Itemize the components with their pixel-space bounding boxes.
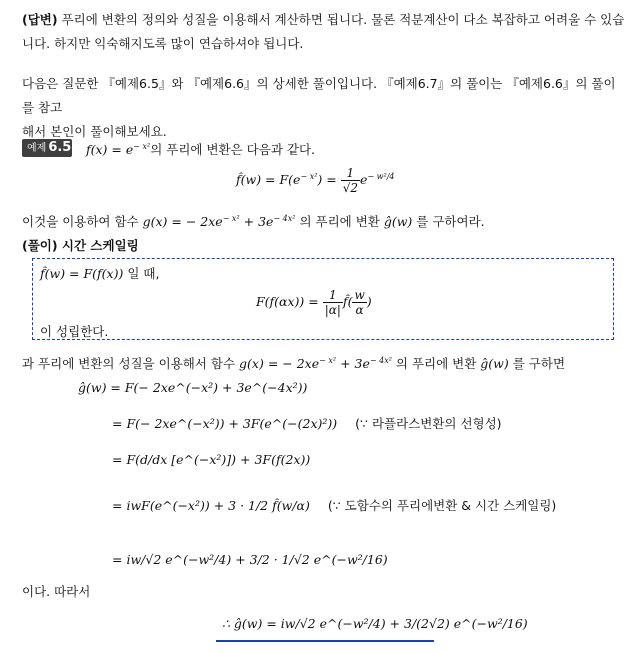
conclusion-text: 이다. 따라서 [22,584,91,599]
derivation-intro-ghat: ĝ(w) [480,356,509,371]
derivation-step4-note: (∵ 도함수의 푸리에변환 & 시간 스케일링) [327,498,557,513]
statement-math: f(x) = e [86,142,134,157]
given-e: e [360,172,368,187]
derivation-step4: = iwF(e^(−x²)) + 3 · 1/2 f̂(w/α) [112,498,310,513]
task-text2: 의 푸리에 변환 [295,214,384,229]
derivation-step3: = F(d/dx [e^(−x²)]) + 3F(f(2x)) [112,452,311,467]
task-text1: 이것을 이용하여 함수 [22,214,143,229]
derivation-step4-row [112,496,556,514]
given-lhs: f̂(w) = F(e [236,172,301,187]
formula-lhs: F(f(αx)) = [256,294,323,309]
example-badge [22,139,72,157]
box-line3: 이 성립한다. [40,324,109,339]
intro-line1: 다음은 질문한 『예제6.5』와 『예제6.6』의 상세한 풀이입니다. 『예제6.7』의 풀이는 『예제6.6』의 풀이를 참고 [22,76,616,115]
given-transform [236,166,395,195]
task-text3: 를 구하여라. [412,214,485,229]
answer-text-line2: 니다. 하지만 익숙해지도록 많이 연습하셔야 됩니다. [22,36,304,51]
intro-paragraph [22,72,627,144]
answer-text-line1: 푸리에 변환의 정의와 성질을 이용해서 계산하면 됩니다. 물론 적분계산이 다소 복잡하고 어려울 수 있습 [57,12,625,27]
task-exp2: − 4x² [273,213,296,223]
box-line1-text: 일 때, [123,266,160,281]
derivation-step5: = iw/√2 e^(−w²/4) + 3/2 · 1/√2 e^(−w²/16) [112,552,388,567]
derivation-intro-exp1: − x² [319,355,337,365]
scaling-formula: F(f(αx)) = $\frac{1}{|\alpha|}$ f̂( $\frac{w}{\alpha}$ ) [256,288,372,317]
formula-inner-den: α [355,303,364,317]
derivation-intro-text1: 과 푸리에 변환의 성질을 이용해서 함수 [22,356,240,371]
box-line1-math: f̂(w) = F(f(x)) [40,266,124,281]
derivation-step1: ĝ(w) = F(− 2xe^(−x²) + 3e^(−4x²)) [78,380,308,395]
example-statement [86,140,315,158]
formula-fraction [323,288,343,317]
derivation-intro [22,354,565,372]
task-exp1: − x² [222,213,240,223]
given-frac-num: 1 [341,166,360,181]
formula-frac-den: |α| [324,303,341,317]
derivation-intro-text3: 를 구하면 [508,356,566,371]
formula-inner-fraction [352,288,366,317]
formula-frac-num: 1 [323,288,343,303]
given-e-exp: − w²/4 [367,171,395,181]
statement-exp: − x² [133,141,151,151]
formula-inner-num: w [354,288,365,302]
given-fraction [341,166,360,195]
task-math: g(x) = − 2xe [142,214,223,229]
box-line1 [40,264,159,282]
derivation-step2-note: (∵ 라플라스변환의 선형성) [355,416,502,431]
derivation-intro-math: g(x) = − 2xe [239,356,320,371]
statement-text: 의 푸리에 변환은 다음과 같다. [150,142,315,157]
example-badge-number: 6.5 [48,140,72,155]
task-ghat: ĝ(w) [383,214,413,229]
task-statement [22,212,485,230]
derivation-intro-exp2: − 4x² [369,355,392,365]
given-frac-den: √2 [342,181,359,195]
derivation-step2: = F(− 2xe^(−x²)) + 3F(e^(−(2x)²)) [112,416,338,431]
derivation-intro-text2: 의 푸리에 변환 [391,356,481,371]
task-plus: + 3e [239,214,274,229]
given-mid: ) = [317,172,341,187]
formula-fhat: f̂ [342,294,348,309]
intro-line2: 해서 본인이 풀이해보세요. [22,124,167,139]
example-badge-prefix: 예제 [27,143,47,154]
final-answer: ∴ ĝ(w) = iw/√2 e^(−w²/4) + 3/(2√2) e^(−w²/16) [222,616,528,631]
answer-label: (답변) [22,12,58,27]
final-answer-underline [216,640,434,642]
solution-label: (풀이) 시간 스케일링 [22,238,139,253]
derivation-step2-row [112,414,502,432]
derivation-intro-plus: + 3e [336,356,370,371]
given-exp: − x² [300,171,318,181]
answer-paragraph [22,8,627,56]
